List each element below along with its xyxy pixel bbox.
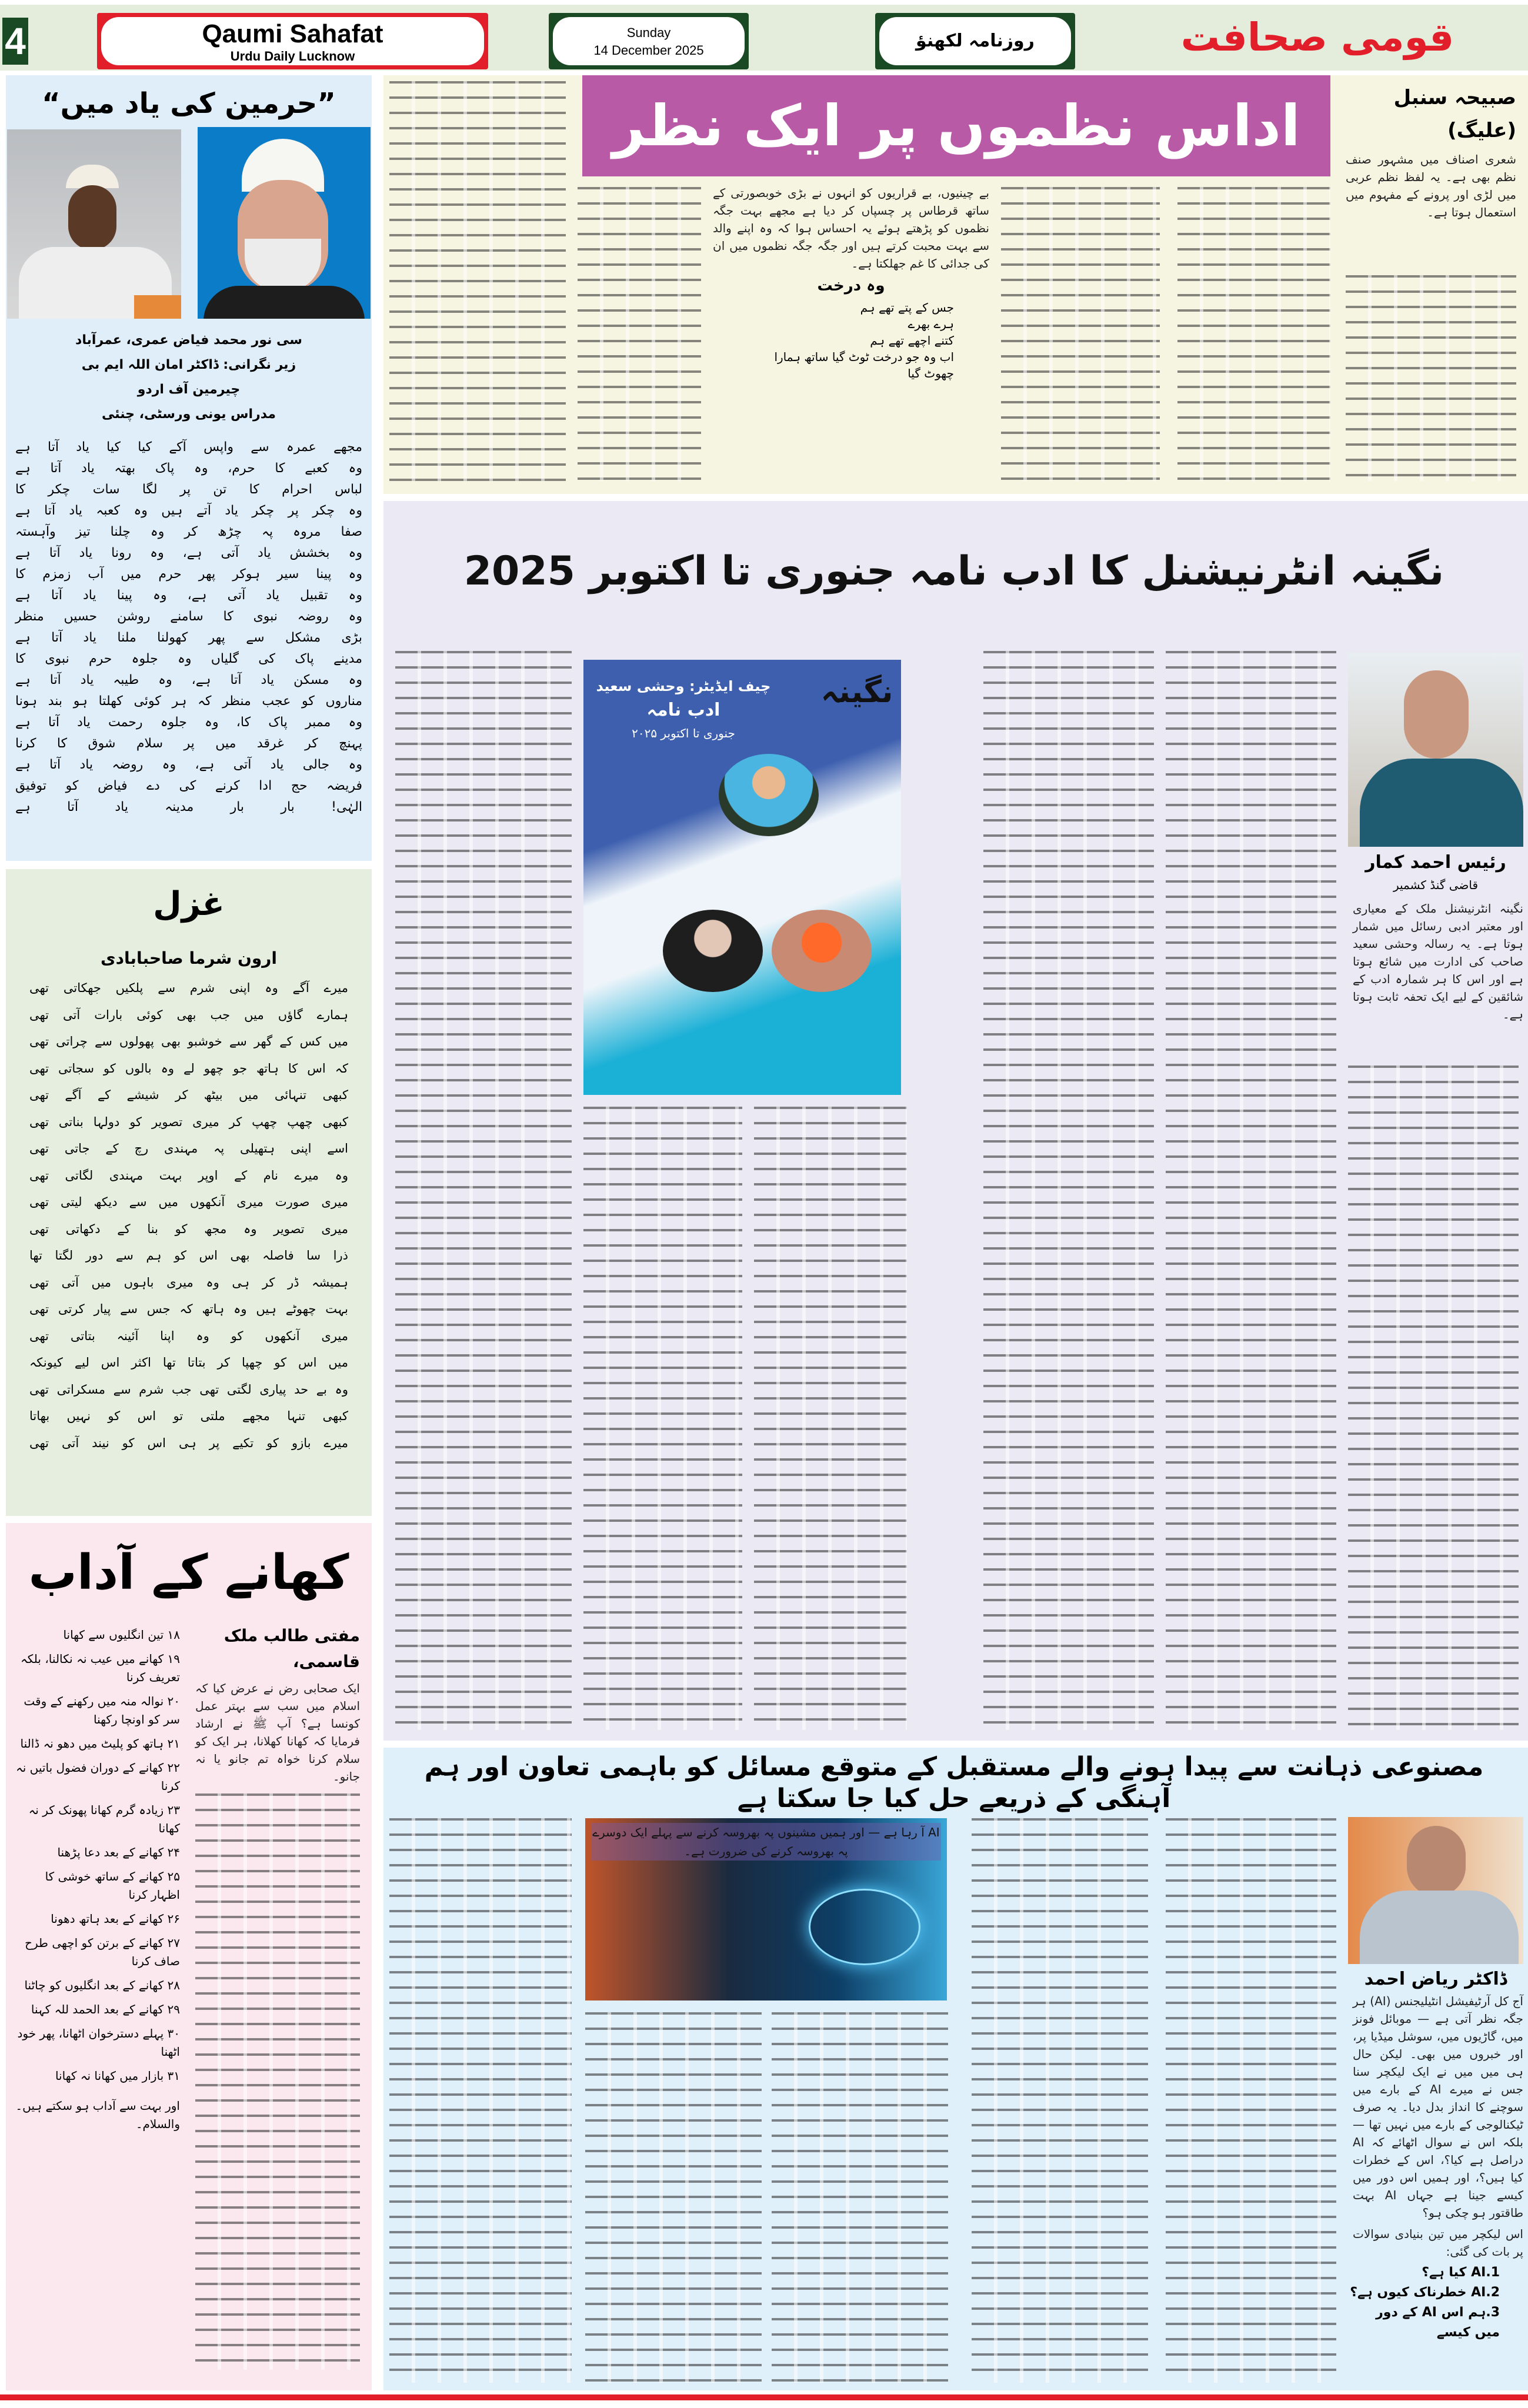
- ai-lead: آج کل آرٹیفیشل انٹیلیجنس (AI) ہر جگہ نظر آتی ہے — موبائل فونز میں، گاڑیوں میں، سوشل میڈیا پر، اور خبروں میں بھی۔ لیکن حال ہی میں میں نے ایک لیکچر سنا جس نے میرے AI کے بارے میں سوچنے کا انداز بدل دیا۔ یہ صرف ٹیکنالوجی کے بارے میں نہیں تھا — بلکہ اس نے سوال اٹھائے کہ AI دراصل ہے کیا؟، اس کے خطرات کیا ہیں؟، اور ہمیں اس دور میں کیسے جینا ہے جہاں AI بہت طاقتور ہو چکی ہو؟: [1353, 1994, 1524, 2220]
- adab-title: کھانے کے آداب: [28, 1545, 349, 1601]
- ai-col-2: [1166, 1818, 1336, 2383]
- nagina-lead: نگینہ انٹرنیشنل ملک کے معیاری اور معتبر ادبی رسائل میں شمار ہوتا ہے۔ یہ رسالہ وحشی سعید صاحب کی ادارت میں شائع ہوتا ہے اور اس کا ہر شمارہ ادب کے شائقین کے لیے ایک تحفہ ثابت ہوتا ہے۔: [1353, 901, 1523, 1021]
- verse: ہمیشہ ڈر کر ہی وہ میری باہوں میں آتی تھی: [29, 1275, 348, 1290]
- verse: وہ روضہ نبوی کا سامنے روشن حسیں منظر: [15, 609, 362, 624]
- ghazal-title: غزل: [153, 885, 225, 923]
- ghazal-verses: [29, 975, 348, 1457]
- verse: مجھے عمرہ سے واپس آکے کیا کیا یاد آتا ہے: [15, 440, 362, 455]
- verse: وہ مسکن یاد آتا ہے، وہ طیبہ یاد آتا ہے: [15, 673, 362, 687]
- list-item: ۲۷ کھانے کے برتن کو اچھی طرح صاف کرنا: [25, 1936, 180, 1968]
- nazm-right-column: [1346, 81, 1516, 221]
- verse: کبھی تنہا مجھے ملتی تو اس کو نہیں بھاتا: [29, 1409, 348, 1423]
- verse: میری آنکھوں کو وہ اپنا آئینہ بتاتی تھی: [29, 1328, 348, 1343]
- nagina-col-5: [754, 1107, 907, 1730]
- brain-icon: [809, 1889, 920, 1965]
- speaker-photo: [7, 129, 181, 319]
- english-subtitle: Urdu Daily Lucknow: [230, 49, 355, 64]
- cover-editor: چیف ایڈیٹر: وحشی سعید: [596, 678, 771, 694]
- byline-line: چیرمین آف اردو: [137, 382, 241, 397]
- verse: وہ چکر پر چکر یاد آتے ہیں وہ کعبہ یاد آتا ہے: [15, 503, 362, 518]
- adab-body-text: [195, 1794, 360, 2370]
- verse: وہ پینا سیر ہوکر پھر حرم میں آب زمزم کا: [15, 567, 362, 582]
- verse: وہ تقبیل یاد آتی ہے، وہ پینا یاد آتا ہے: [15, 588, 362, 603]
- verse: ہمارے گاؤں میں جب بھی کوئی بارات آتی تھی: [29, 1007, 348, 1022]
- cover-period: جنوری تا اکتوبر ۲۰۲۵: [632, 726, 735, 740]
- verse: میرے بازو کو تکیے پر ہی اس کو نیند آتی تھی: [29, 1435, 348, 1450]
- ai-author: ڈاکٹر ریاض احمد: [1364, 1969, 1507, 1989]
- verse: وہ کعبے کا حرم، وہ پاک بھتہ یاد آتا ہے: [15, 461, 362, 476]
- verse: بہت چھوٹے ہیں وہ ہاتھ کہ جس سے پیار کرتی تھی: [29, 1302, 348, 1316]
- verse: وہ ممبر پاک کا، وہ جلوہ رحمت یاد آتا ہے: [15, 715, 362, 730]
- harmain-section: [6, 75, 372, 861]
- nazm-col-1: [1346, 275, 1516, 481]
- verse: لباس احرام کا تن پر لگا سات چکر کا: [15, 482, 362, 497]
- verse: ذرا سا فاصلہ بھی اس کو ہم سے دور لگتا تھا: [29, 1248, 348, 1263]
- poem-line: کتنے اچھے تھے ہم: [870, 333, 954, 348]
- nagina-col-4: [583, 1107, 742, 1730]
- ghazal-poet: ارون شرما صاحبابادی: [100, 948, 278, 968]
- ai-questions-intro: اس لیکچر میں تین بنیادی سوالات پر بات کی گئی:: [1353, 2227, 1523, 2259]
- nazm-col-2: [1177, 187, 1330, 481]
- cover-portrait-1: [719, 754, 819, 836]
- byline-line: زیر نگرانی: ڈاکٹر امان اللہ ایم بی: [81, 358, 296, 372]
- verse: وہ میرے نام کے اوپر بہت مہندی لگاتی تھی: [29, 1168, 348, 1183]
- nagina-author-place: قاضی گنڈ کشمیر: [1393, 878, 1479, 892]
- adab-right-column: [195, 1623, 360, 1785]
- harmain-title: ”حرمین کی یاد میں“: [42, 87, 336, 120]
- nagina-col-1: [1348, 1066, 1519, 1730]
- verse: مدینے پاک کی گلیاں وہ جلوہ حرم نبوی کا: [15, 652, 362, 666]
- adab-author: مفتی طالب ملک قاسمی،: [223, 1626, 360, 1671]
- ghazal-section: [6, 869, 372, 1516]
- nagina-right-column: [1348, 849, 1523, 1023]
- nagina-col-2: [1166, 651, 1336, 1730]
- verse: وہ بے حد پیاری لگتی تھی جب شرم سے مسکراتی تھی: [29, 1382, 348, 1397]
- nagina-col-6: [395, 651, 572, 1730]
- list-item: ۳۰ پہلے دسترخوان اٹھانا، پھر خود اٹھنا: [17, 2026, 180, 2059]
- verse: وہ جالی یاد آتی ہے، وہ روضہ یاد آتا ہے: [15, 757, 362, 772]
- verse: پہنچ کر غرقد میں پر سلام شوق کا کرنا: [15, 736, 362, 751]
- nazm-column-excerpt: [713, 184, 989, 382]
- question-item: 3.ہم اس AI کے دور میں کیسے: [1376, 2305, 1500, 2340]
- adab-section: [6, 1523, 372, 2390]
- page-number: 4: [2, 18, 28, 65]
- list-item: ۲۹ کھانے کے بعد الحمد للہ کہنا: [31, 2002, 180, 2016]
- list-item: ۲۵ کھانے کے ساتھ خوشی کا اظہار کرنا: [45, 1869, 180, 1902]
- author-photo: [198, 127, 371, 319]
- roznama-label: روزنامہ لکھنؤ: [879, 17, 1071, 65]
- nazm-intro: شعری اصناف میں مشہور صنف نظم بھی ہے۔ یہ لفظ نظم عربی میں لڑی اور پرونے کے مفہوم میں استعمال ہوتا ہے۔: [1346, 152, 1516, 219]
- english-title-box: [97, 13, 488, 69]
- verse: مناروں کو عجب منظر کہ ہر کوئی کھلتا ہو بند ہونا: [15, 694, 362, 709]
- list-item: ۲۶ کھانے کے بعد ہاتھ دھونا: [51, 1912, 180, 1926]
- verse: وہ بخشش یاد آتی ہے، وہ رونا یاد آتا ہے: [15, 546, 362, 560]
- ai-col-5: [585, 2012, 762, 2383]
- byline-line: سی نور محمد فیاض عمری، عمرآباد: [75, 333, 302, 348]
- list-item: ۱۹ کھانے میں عیب نہ نکالنا، بلکہ تعریف کرنا: [21, 1652, 180, 1684]
- list-item: ۲۸ کھانے کے بعد انگلیوں کو چاٹنا: [24, 1978, 180, 1992]
- ai-illustration: [585, 1818, 947, 2000]
- byline-line: مدراس یونی ورسٹی، چنئی: [101, 407, 276, 422]
- verse: کبھی چھپ چھپ کر میری تصویر کو دولہا بناتی تھی: [29, 1114, 348, 1129]
- date: 14 December 2025: [593, 43, 704, 58]
- nagina-col-3: [983, 651, 1154, 1730]
- verse: کہ اس کا ہاتھ جو چھو لے وہ بالوں کو سجاتی تھی: [29, 1061, 348, 1076]
- nazm-poem-title: وہ درخت: [817, 277, 885, 295]
- adab-closing: اور بہت سے آداب ہو سکتے ہیں۔ والسلام۔: [15, 2099, 180, 2131]
- nazm-paragraph: بے چینیوں، بے قراریوں کو انہوں نے بڑی خوبصورتی کے ساتھ قرطاس پر چسپاں کر دیا ہے مجھے بہت جگہ نظموں کو پڑھتے ہوئے یہ احساس ہوا کہ وہ اپنے والد سے بہت محبت کرتے ہیں اور جگہ جگہ نظموں میں ان کی جدائی کا غم جھلکتا ہے۔: [713, 186, 989, 270]
- verse: الہٰی! بار بار مدینہ یاد آتا ہے: [15, 800, 362, 814]
- nagina-article: [383, 501, 1528, 1741]
- ai-author-photo: [1348, 1817, 1523, 1964]
- poem-line: چھوٹ گیا: [908, 366, 954, 380]
- list-item: ۲۴ کھانے کے بعد دعا پڑھنا: [57, 1845, 180, 1859]
- verse: میرے آگے وہ اپنی شرم سے پلکیں جھکاتی تھی: [29, 981, 348, 995]
- masthead: [0, 5, 1528, 71]
- nagina-author-photo: [1348, 653, 1523, 847]
- roznama-box: [875, 13, 1075, 69]
- bottom-rule: [0, 2394, 1528, 2400]
- nazm-col-3: [1001, 187, 1160, 481]
- list-item: ۱۸ تین انگلیوں سے کھانا: [63, 1628, 180, 1642]
- adab-intro: ایک صحابی رض نے عرض کیا کہ اسلام میں سب سے بہتر عمل کونسا ہے؟ آپ ﷺ نے ارشاد فرمایا کہ کھانا کھلانا، ہر ایک کو سلام کرنا خواہ تم جانو یا نہ جانو۔: [195, 1681, 360, 1784]
- list-item: ۲۳ زیادہ گرم کھانا پھونک کر نہ کھانا: [28, 1803, 180, 1835]
- list-item: ۲۱ ہاتھ کو پلیٹ میں دھو نہ ڈالنا: [20, 1736, 180, 1751]
- list-item: ۲۰ نوالہ منہ میں رکھنے کے وقت سر کو اونچا رکھنا: [24, 1694, 180, 1726]
- nagina-headline: نگینہ انٹرنیشنل کا ادب نامہ جنوری تا اکتوبر 2025: [463, 548, 1444, 595]
- verse: فریضہ حج ادا کرنے کی دے فیاض کو توفیق: [15, 779, 362, 793]
- cover-portrait-3: [772, 910, 872, 992]
- verse: صفا مروہ پہ چڑھ کر وہ چلنا تیز وآہستہ: [15, 525, 362, 539]
- poem-line: ہرے بھرے: [908, 317, 954, 331]
- ai-caption: AI آ رہا ہے — اور ہمیں مشینوں پہ بھروسہ کرنے سے پہلے ایک دوسرے پہ بھروسہ کرنے کی ضرورت ہے۔: [591, 1823, 941, 1861]
- nazm-article: [383, 75, 1528, 494]
- nazm-col-6: [389, 81, 566, 481]
- nazm-banner: اداس نظموں پر ایک نظر: [582, 75, 1330, 176]
- harmain-byline: [6, 328, 372, 427]
- list-item: ۳۱ بازار میں کھانا نہ کھانا: [55, 2069, 180, 2083]
- question-item: 2.AI خطرناک کیوں ہے؟: [1350, 2285, 1500, 2300]
- poem-line: اب وہ جو درخت ٹوٹ گیا ساتھ ہمارا: [774, 350, 954, 364]
- ai-headline: مصنوعی ذہانت سے پیدا ہونے والے مستقبل کے متوقع مسائل کو باہمی تعاون اور ہم آہنگی کے ذریعے حل کیا جا سکتا ہے: [424, 1752, 1484, 1813]
- day: Sunday: [626, 25, 671, 40]
- adab-list: [15, 1626, 180, 2133]
- verse: میں اس کو چھپا کر بتاتا تھا اکثر اس لیے کیونکہ: [29, 1355, 348, 1370]
- harmain-poem: [15, 437, 362, 818]
- ai-questions: [1348, 2263, 1523, 2343]
- verse: میں کس کے گھر سے خوشبو بھی پھولوں سے چراتی تھی: [29, 1034, 348, 1048]
- english-title: Qaumi Sahafat: [202, 19, 383, 48]
- cover-logo: نگینہ: [820, 674, 893, 710]
- poem-line: جس کے پتے تھے ہم: [860, 300, 954, 315]
- ai-col-3: [972, 1818, 1148, 2383]
- nazm-col-5: [578, 187, 701, 481]
- list-item: ۲۲ کھانے کے دوران فضول باتیں نہ کرنا: [16, 1761, 180, 1793]
- verse: میری تصویر وہ مجھ کو بنا کے دکھاتی تھی: [29, 1221, 348, 1236]
- verse: کبھی تنہائی میں بیٹھ کر شیشے کے آگے تھی: [29, 1088, 348, 1102]
- verse: بڑی مشکل سے پھر کھولنا ملنا یاد آتا ہے: [15, 630, 362, 645]
- ai-right-column: [1348, 1966, 1523, 2343]
- ai-article: [383, 1748, 1528, 2390]
- ai-col-4: [772, 2012, 948, 2383]
- verse: اسے اپنی ہتھیلی پہ مہندی رچ کے جاتی تھی: [29, 1141, 348, 1155]
- nagina-magazine-cover: [583, 660, 901, 1095]
- ai-col-6: [389, 1818, 572, 2383]
- cover-portrait-2: [663, 910, 763, 992]
- urdu-title: قومی صحافت: [1180, 15, 1454, 60]
- date-box: [549, 13, 749, 69]
- nagina-author: رئیس احمد کمار: [1365, 852, 1506, 873]
- verse: میری صورت میری آنکھوں میں سے دیکھ لیتی تھی: [29, 1195, 348, 1209]
- nazm-author: صبیحہ سنبل (علیگ): [1393, 86, 1516, 142]
- question-item: 1.AI کیا ہے؟: [1422, 2265, 1500, 2280]
- cover-title: ادب نامہ: [646, 700, 720, 720]
